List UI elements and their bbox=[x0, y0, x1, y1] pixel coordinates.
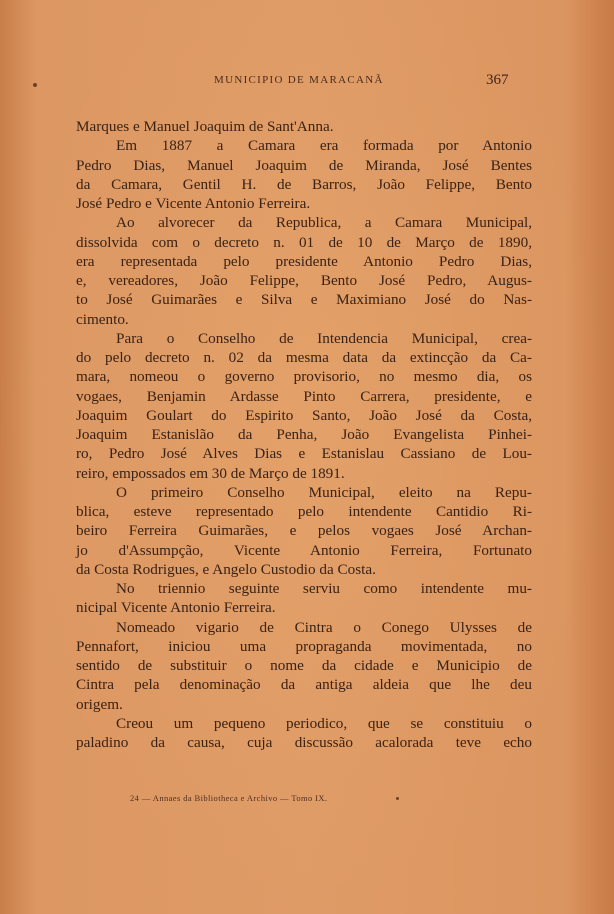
text-line: Joaquim Goulart do Espirito Santo, João José da Costa, bbox=[76, 406, 532, 424]
text-line: nicipal Vicente Antonio Ferreira. bbox=[76, 599, 276, 617]
paragraph bbox=[76, 579, 532, 618]
printer-signature: 24 — Annaes da Bibliotheca e Archivo — Tomo IX. bbox=[130, 793, 328, 803]
ink-speck bbox=[396, 797, 399, 800]
text-line: era representada pelo presidente Antonio Pedro Dias, bbox=[76, 252, 532, 270]
text-line: Pennafort, iniciou uma propraganda movimentada, no bbox=[76, 637, 532, 655]
text-line: origem. bbox=[76, 695, 123, 713]
text-line: sentido de substituir o nome da cidade e Municipio de bbox=[76, 657, 532, 674]
text-line: Ao alvorecer da Republica, a Camara Municipal, bbox=[116, 214, 532, 232]
text-line: e, vereadores, João Felippe, Bento José Pedro, Augus- bbox=[76, 272, 532, 289]
text-line: jo d'Assumpção, Vicente Antonio Ferreira, Fortunato bbox=[76, 541, 532, 559]
text-line: No triennio seguinte serviu como intendente mu- bbox=[116, 580, 532, 597]
page-header bbox=[0, 72, 614, 92]
text-line: reiro, empossados em 30 de Março de 1891. bbox=[76, 464, 345, 482]
body-text bbox=[76, 117, 532, 752]
text-line: beiro Ferreira Guimarães, e pelos vogaes José Archan- bbox=[76, 522, 532, 540]
text-line: Joaquim Estanislão da Penha, João Evangelista Pinhei- bbox=[76, 426, 532, 443]
text-line: to José Guimarães e Silva e Maximiano José do Nas- bbox=[76, 291, 532, 309]
text-line: paladino da causa, cuja discussão acalorada teve echo bbox=[76, 734, 532, 751]
paragraph bbox=[76, 117, 532, 136]
paragraph bbox=[76, 714, 532, 753]
text-line: blica, esteve representado pelo intendente Cantidio Ri- bbox=[76, 503, 532, 520]
text-line: da Costa Rodrigues, e Angelo Custodio da Costa. bbox=[76, 560, 376, 578]
text-line: vogaes, Benjamin Ardasse Pinto Carrera, presidente, e bbox=[76, 387, 532, 405]
text-line: Cintra pela denominação da antiga aldeia que lhe deu bbox=[76, 676, 532, 694]
paragraph bbox=[76, 213, 532, 329]
running-head: MUNICIPIO DE MARACANÃ bbox=[214, 74, 384, 86]
text-line: cimento. bbox=[76, 310, 129, 328]
text-line: O primeiro Conselho Municipal, eleito na Repu- bbox=[116, 483, 532, 501]
paragraph bbox=[76, 136, 532, 213]
page-number: 367 bbox=[486, 72, 509, 88]
text-line: Creou um pequeno periodico, que se constituiu o bbox=[116, 714, 532, 732]
paragraph bbox=[76, 329, 532, 483]
text-line: José Pedro e Vicente Antonio Ferreira. bbox=[76, 195, 311, 212]
text-line: dissolvida com o decreto n. 01 de 10 de Março de 1890, bbox=[76, 233, 532, 251]
text-line: mara, nomeou o governo provisorio, no mesmo dia, os bbox=[76, 368, 532, 386]
text-line: Marques e Manuel Joaquim de Sant'Anna. bbox=[76, 118, 334, 135]
text-line: ro, Pedro José Alves Dias e Estanislau Cassiano de Lou- bbox=[76, 445, 532, 463]
text-line: da Camara, Gentil H. de Barros, João Felippe, Bento bbox=[76, 175, 532, 193]
paragraph bbox=[76, 618, 532, 714]
text-line: do pelo decreto n. 02 da mesma data da extincção da Ca- bbox=[76, 349, 532, 366]
paragraph bbox=[76, 483, 532, 579]
text-line: Pedro Dias, Manuel Joaquim de Miranda, José Bentes bbox=[76, 156, 532, 174]
text-line: Para o Conselho de Intendencia Municipal, crea- bbox=[116, 329, 532, 347]
text-line: Nomeado vigario de Cintra o Conego Ulysses de bbox=[116, 618, 532, 636]
text-line: Em 1887 a Camara era formada por Antonio bbox=[116, 137, 532, 155]
